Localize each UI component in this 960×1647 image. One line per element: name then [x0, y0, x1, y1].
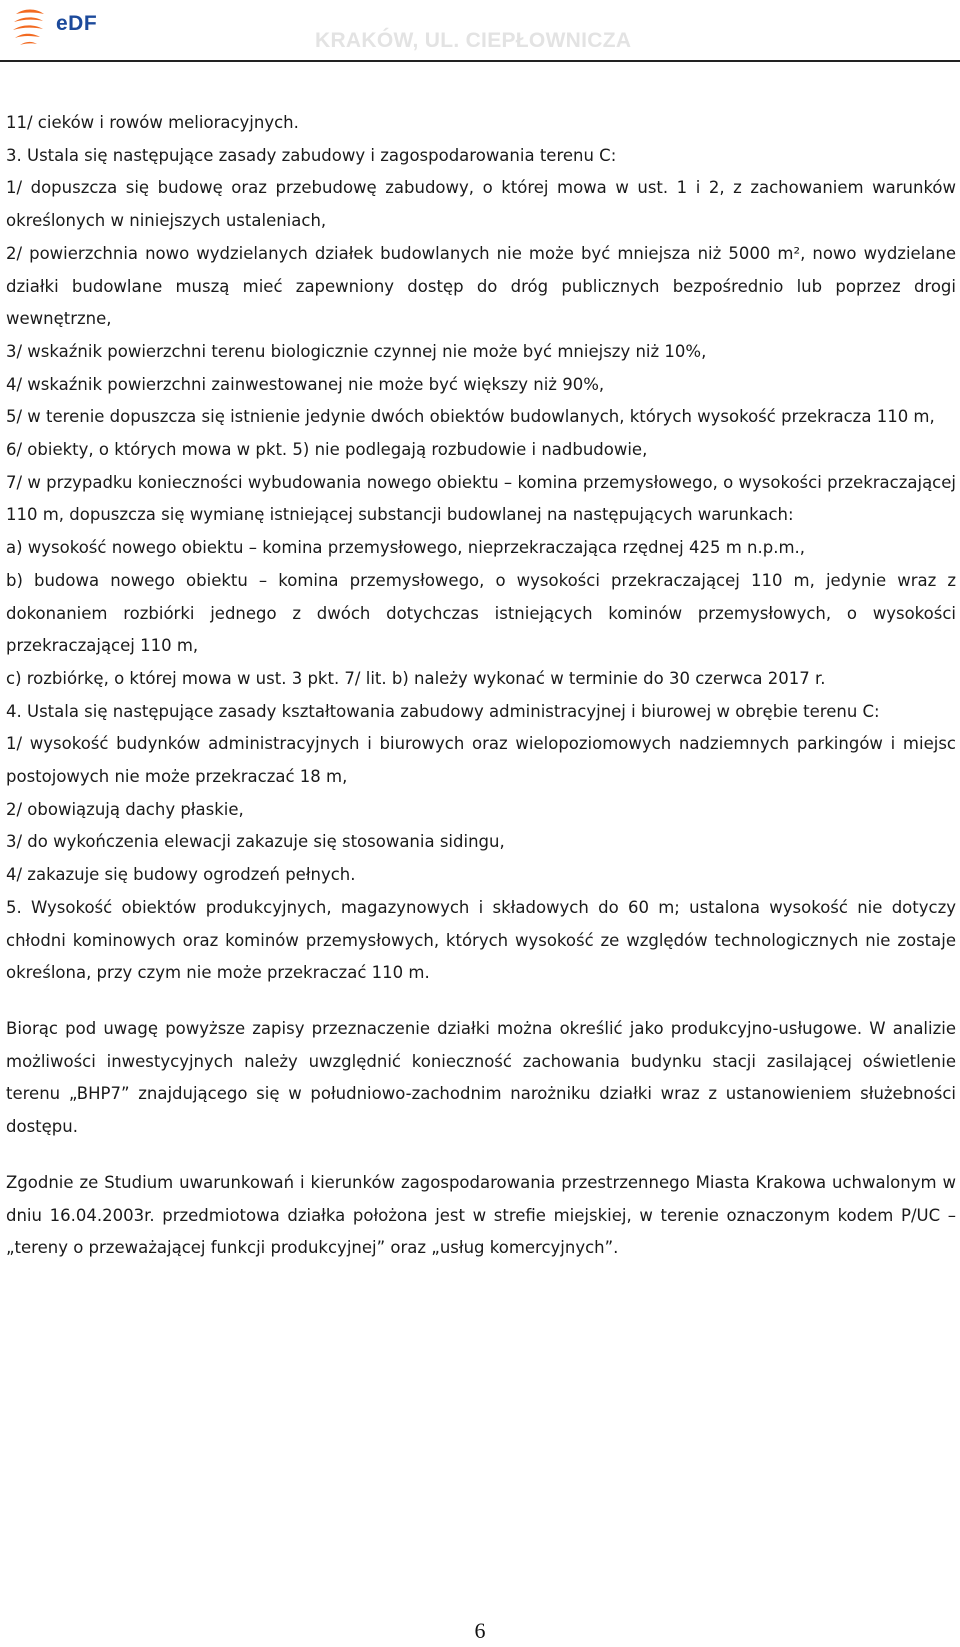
paragraph: 4. Ustala się następujące zasady kształtowania zabudowy administracyjnej i biurowej w obrębie terenu C: — [6, 701, 880, 721]
summary-paragraph: Biorąc pod uwagę powyższe zapisy przeznaczenie działki można określić jako produkcyjno-usługowe. W analizie możliwości inwestycyjnych należy uwzględnić konieczność zachowania budynku stacji zasilającej oświetlenie terenu „BHP7” znajdującego się w południowo-zachodnim narożniku działki wraz z ustanowieniem służebności dostępu. — [6, 1018, 956, 1137]
paragraph: 3. Ustala się następujące zasady zabudowy i zagospodarowania terenu C: — [6, 145, 617, 165]
edf-sun-logo-icon — [10, 6, 50, 50]
paragraph: 4/ zakazuje się budowy ogrodzeń pełnych. — [6, 865, 356, 885]
paragraph: 2/ obowiązują dachy płaskie, — [6, 799, 244, 819]
paragraph: b) budowa nowego obiektu – komina przemysłowego, o wysokości przekraczającej 110 m, jedynie wraz z dokonaniem rozbiórki jednego z dwóch dotychczas istniejących kominów przemysłowych, o wysokości przekraczającej 110 m, — [6, 570, 956, 656]
page-header — [0, 0, 960, 66]
paragraph: 11/ cieków i rowów melioracyjnych. — [6, 113, 299, 132]
paragraph-gap — [6, 990, 956, 1013]
header-title: KRAKÓW, UL. CIEPŁOWNICZA — [315, 29, 632, 52]
paragraph: 6/ obiekty, o których mowa w pkt. 5) nie podlegają rozbudowie i nadbudowie, — [6, 440, 648, 460]
paragraph: 1/ wysokość budynków administracyjnych i biurowych oraz wielopoziomowych nadziemnych parkingów i miejsc postojowych nie może przekraczać 18 m, — [6, 734, 956, 787]
paragraph: c) rozbiórkę, o której mowa w ust. 3 pkt. 7/ lit. b) należy wykonać w terminie do 30 czerwca 2017 r. — [6, 668, 826, 688]
paragraph: 2/ powierzchnia nowo wydzielanych działek budowlanych nie może być mniejsza niż 5000 m², nowo wydzielane działki budowlane muszą mieć zapewniony dostęp do dróg publicznych bezpośrednio lub poprzez drogi wewnętrzne, — [6, 243, 956, 329]
page-number: 6 — [474, 1618, 486, 1643]
paragraph: 1/ dopuszcza się budowę oraz przebudowę zabudowy, o której mowa w ust. 1 i 2, z zachowaniem warunków określonych w niniejszych ustaleniach, — [6, 178, 956, 231]
header-divider — [0, 60, 960, 62]
document-body — [6, 107, 956, 1265]
edf-logo — [10, 6, 110, 50]
studium-paragraph: Zgodnie ze Studium uwarunkowań i kierunków zagospodarowania przestrzennego Miasta Krakowa uchwalonym w dniu 16.04.2003r. przedmiotowa działka położona jest w strefie miejskiej, w terenie oznaczonym kodem P/UC – „tereny o przeważającej funkcji produkcyjnej” oraz „usług komercyjnych”. — [6, 1172, 956, 1258]
paragraph: 7/ w przypadku konieczności wybudowania nowego obiektu – komina przemysłowego, o wysokości przekraczającej 110 m, dopuszcza się wymianę istniejącej substancji budowlanej na następujących warunkach: — [6, 472, 956, 525]
paragraph-gap — [6, 1144, 956, 1167]
logo-wordmark: eDF — [56, 12, 98, 35]
paragraph: a) wysokość nowego obiektu – komina przemysłowego, nieprzekraczająca rzędnej 425 m n.p.m., — [6, 538, 806, 558]
paragraph: 4/ wskaźnik powierzchni zainwestowanej nie może być większy niż 90%, — [6, 374, 605, 394]
paragraph: 5/ w terenie dopuszcza się istnienie jedynie dwóch obiektów budowlanych, których wysokość przekracza 110 m, — [6, 407, 935, 427]
paragraph: 3/ do wykończenia elewacji zakazuje się stosowania sidingu, — [6, 832, 505, 852]
paragraph: 3/ wskaźnik powierzchni terenu biologicznie czynnej nie może być mniejszy niż 10%, — [6, 341, 707, 361]
paragraph: 5. Wysokość obiektów produkcyjnych, magazynowych i składowych do 60 m; ustalona wysokość nie dotyczy chłodni kominowych oraz kominów przemysłowych, których wysokość ze względów technologicznych nie zostaje określona, przy czym nie może przekraczać 110 m. — [6, 897, 956, 983]
